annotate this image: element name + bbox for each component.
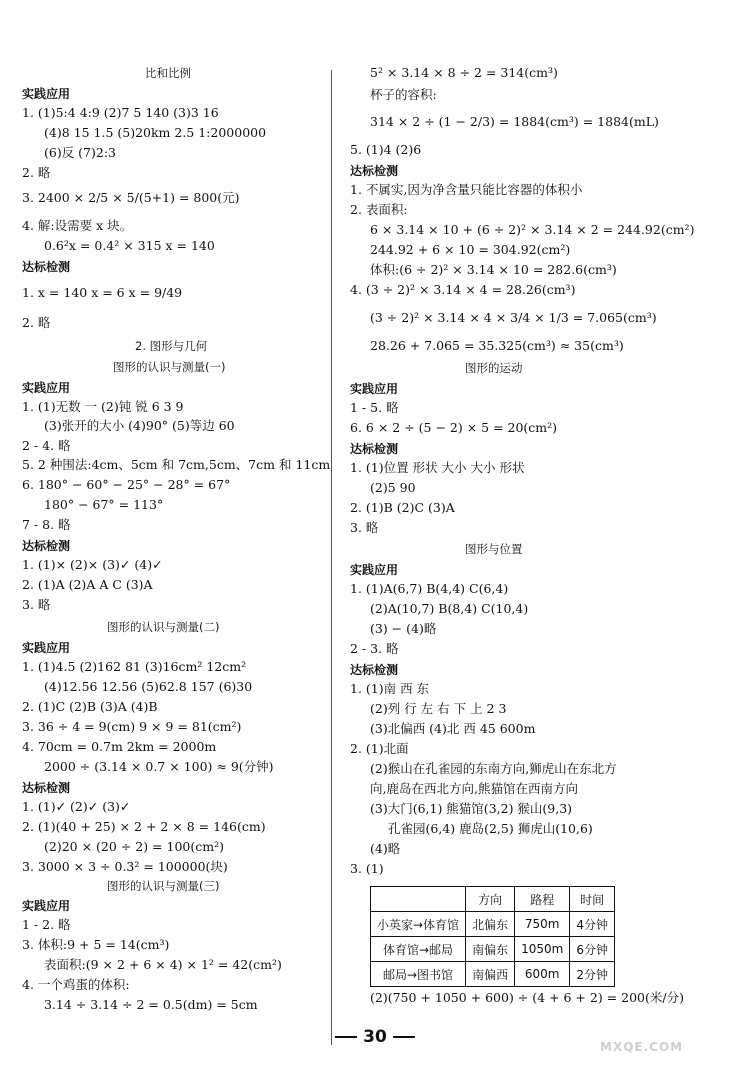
right-line-22: 图形与位置 <box>465 542 523 556</box>
right-line-33: (2)猴山在孔雀园的东南方向,狮虎山在东北方 <box>370 761 617 776</box>
table-row <box>371 937 615 962</box>
right-line-38: 3. (1) <box>350 861 384 876</box>
left-line-45: 3.14 ÷ 3.14 ÷ 2 = 0.5(dm) = 5cm <box>44 997 258 1012</box>
right-line-26: (3) − (4)略 <box>370 621 437 636</box>
left-line-20: 180° − 67° = 113° <box>44 497 164 512</box>
right-line-8: 244.92 + 6 × 10 = 304.92(cm²) <box>370 242 571 257</box>
table-cell: 1050m <box>515 937 570 962</box>
right-line-37: (4)略 <box>370 841 401 856</box>
right-line-3: 5. (1)4 (2)6 <box>350 142 422 157</box>
left-line-40: 实践应用 <box>22 899 71 913</box>
right-line-23: 实践应用 <box>350 563 399 577</box>
right-line-17: 达标检测 <box>350 442 399 456</box>
right-line-25: (2)A(10,7) B(8,4) C(10,4) <box>370 601 529 616</box>
left-line-34: 达标检测 <box>22 781 71 795</box>
page-number-text: 30 <box>363 1027 387 1047</box>
table-cell: 体育馆→邮局 <box>371 937 466 962</box>
table-cell: 北偏东 <box>466 912 515 937</box>
left-line-1: 实践应用 <box>22 87 71 101</box>
right-line-5: 1. 不属实,因为净含量只能比容器的体积小 <box>350 182 583 197</box>
table-cell: 南偏西 <box>466 962 515 987</box>
left-line-44: 4. 一个鸡蛋的体积: <box>22 977 130 992</box>
left-line-12: 2. 图形与几何 <box>135 339 208 353</box>
dash-right <box>393 1036 415 1038</box>
watermark: MXQE.COM <box>600 1040 684 1054</box>
right-line-28: 达标检测 <box>350 663 399 677</box>
left-line-5: 2. 略 <box>22 165 51 180</box>
left-line-41: 1 - 2. 略 <box>22 917 71 932</box>
left-line-6: 3. 2400 × 2/5 × 5/(5+1) = 800(元) <box>22 190 240 205</box>
right-line-21: 3. 略 <box>350 520 379 535</box>
left-line-9: 达标检测 <box>22 260 71 274</box>
right-line-7: 6 × 3.14 × 10 + (6 ÷ 2)² × 3.14 × 2 = 244.92(cm²) <box>370 222 695 237</box>
right-line-4: 达标检测 <box>350 164 399 178</box>
table-cell: 4分钟 <box>570 912 615 937</box>
right-line-10: 4. (3 ÷ 2)² × 3.14 × 4 = 28.26(cm³) <box>350 282 576 297</box>
table-cell: 600m <box>515 962 570 987</box>
route-table <box>370 886 615 987</box>
left-line-4: (6)反 (7)2:3 <box>44 145 117 160</box>
right-line-35: (3)大门(6,1) 熊猫馆(3,2) 猴山(9,3) <box>370 801 573 816</box>
left-line-39: 图形的认识与测量(三) <box>107 879 220 893</box>
left-line-17: 2 - 4. 略 <box>22 438 71 453</box>
left-line-43: 表面积:(9 × 2 + 6 × 4) × 1² = 42(cm²) <box>44 957 282 972</box>
table-header-row <box>371 887 615 912</box>
right-line-20: 2. (1)B (2)C (3)A <box>350 500 455 515</box>
right-line-27: 2 - 3. 略 <box>350 641 399 656</box>
right-line-30: (2)列 行 左 右 下 上 2 3 <box>370 701 507 716</box>
right-line-16: 6. 6 × 2 ÷ (5 − 2) × 5 = 20(cm²) <box>350 420 558 435</box>
table-cell: 小英家→体育馆 <box>371 912 466 937</box>
right-line-13: 图形的运动 <box>465 361 523 375</box>
table-cell: 方向 <box>466 887 515 912</box>
right-line-1: 杯子的容积: <box>370 87 437 102</box>
left-line-29: (4)12.56 12.56 (5)62.8 157 (6)30 <box>44 679 253 694</box>
table-cell <box>371 887 466 912</box>
left-line-36: 2. (1)(40 + 25) × 2 + 2 × 8 = 146(cm) <box>22 819 266 834</box>
right-line-19: (2)5 90 <box>370 480 416 495</box>
left-line-42: 3. 体积:9 + 5 = 14(cm³) <box>22 937 170 952</box>
right-line-32: 2. (1)北面 <box>350 741 409 756</box>
right-line-6: 2. 表面积: <box>350 202 408 217</box>
left-line-27: 实践应用 <box>22 641 71 655</box>
left-column <box>0 0 350 1040</box>
left-line-11: 2. 略 <box>22 315 51 330</box>
right-line-34: 向,鹿岛在西北方向,熊猫馆在西南方向 <box>370 781 578 796</box>
left-line-22: 达标检测 <box>22 539 71 553</box>
right-line-39: (2)(750 + 1050 + 600) ÷ (4 + 6 + 2) = 200(米/分) <box>370 990 684 1005</box>
right-line-11: (3 ÷ 2)² × 3.14 × 4 × 3/4 × 1/3 = 7.065(cm³) <box>370 310 657 325</box>
left-line-24: 2. (1)A (2)A A C (3)A <box>22 577 153 592</box>
left-line-18: 5. 2 种围法:4cm、5cm 和 7cm,5cm、7cm 和 11cm <box>22 457 331 472</box>
left-line-35: 1. (1)✓ (2)✓ (3)✓ <box>22 799 131 814</box>
left-line-3: (4)8 15 1.5 (5)20km 2.5 1:2000000 <box>44 125 267 140</box>
left-line-23: 1. (1)× (2)× (3)✓ (4)✓ <box>22 557 163 572</box>
left-line-26: 图形的认识与测量(二) <box>107 620 220 634</box>
left-line-38: 3. 3000 × 3 ÷ 0.3² = 100000(块) <box>22 859 228 874</box>
table-cell: 南偏东 <box>466 937 515 962</box>
right-line-2: 314 × 2 ÷ (1 − 2/3) = 1884(cm³) = 1884(mL) <box>370 114 659 129</box>
right-line-36: 孔雀园(6,4) 鹿岛(2,5) 狮虎山(10,6) <box>388 821 593 836</box>
table-row <box>371 962 615 987</box>
right-line-29: 1. (1)南 西 东 <box>350 681 430 696</box>
right-line-18: 1. (1)位置 形状 大小 大小 形状 <box>350 460 525 475</box>
table-cell: 2分钟 <box>570 962 615 987</box>
left-line-10: 1. x = 140 x = 6 x = 9/49 <box>22 285 183 300</box>
left-line-7: 4. 解:设需要 x 块。 <box>22 218 133 233</box>
left-line-33: 2000 ÷ (3.14 × 0.7 × 100) ≈ 9(分钟) <box>44 759 274 774</box>
right-line-12: 28.26 + 7.065 = 35.325(cm³) ≈ 35(cm³) <box>370 338 624 353</box>
left-line-25: 3. 略 <box>22 597 51 612</box>
right-line-14: 实践应用 <box>350 382 399 396</box>
right-line-24: 1. (1)A(6,7) B(4,4) C(6,4) <box>350 581 509 596</box>
right-line-15: 1 - 5. 略 <box>350 400 399 415</box>
table-cell: 750m <box>515 912 570 937</box>
right-line-0: 5² × 3.14 × 8 ÷ 2 = 314(cm³) <box>370 65 558 80</box>
table-cell: 6分钟 <box>570 937 615 962</box>
left-line-28: 1. (1)4.5 (2)162 81 (3)16cm² 12cm² <box>22 659 247 674</box>
left-line-15: 1. (1)无数 一 (2)钝 锐 6 3 9 <box>22 399 184 414</box>
left-line-2: 1. (1)5:4 4:9 (2)7 5 140 (3)3 16 <box>22 105 219 120</box>
left-line-13: 图形的认识与测量(一) <box>113 360 226 374</box>
right-line-31: (3)北偏西 (4)北 西 45 600m <box>370 721 536 736</box>
table-row <box>371 912 615 937</box>
table-cell: 邮局→图书馆 <box>371 962 466 987</box>
left-line-16: (3)张开的大小 (4)90° (5)等边 60 <box>44 418 235 433</box>
left-line-8: 0.6²x = 0.4² × 315 x = 140 <box>44 238 215 253</box>
left-line-0: 比和比例 <box>145 66 191 80</box>
left-line-21: 7 - 8. 略 <box>22 517 71 532</box>
left-line-37: (2)20 × (20 ÷ 2) = 100(cm²) <box>44 839 224 854</box>
table-cell: 路程 <box>515 887 570 912</box>
column-divider <box>331 70 332 1045</box>
dash-left <box>335 1036 357 1038</box>
right-column <box>340 0 695 1040</box>
left-line-31: 3. 36 ÷ 4 = 9(cm) 9 × 9 = 81(cm²) <box>22 719 242 734</box>
table-cell: 时间 <box>570 887 615 912</box>
page-number <box>300 1027 450 1047</box>
left-line-14: 实践应用 <box>22 381 71 395</box>
left-line-32: 4. 70cm = 0.7m 2km = 2000m <box>22 739 217 754</box>
right-line-9: 体积:(6 ÷ 2)² × 3.14 × 10 = 282.6(cm³) <box>370 262 617 277</box>
left-line-30: 2. (1)C (2)B (3)A (4)B <box>22 699 158 714</box>
left-line-19: 6. 180° − 60° − 25° − 28° = 67° <box>22 477 231 492</box>
